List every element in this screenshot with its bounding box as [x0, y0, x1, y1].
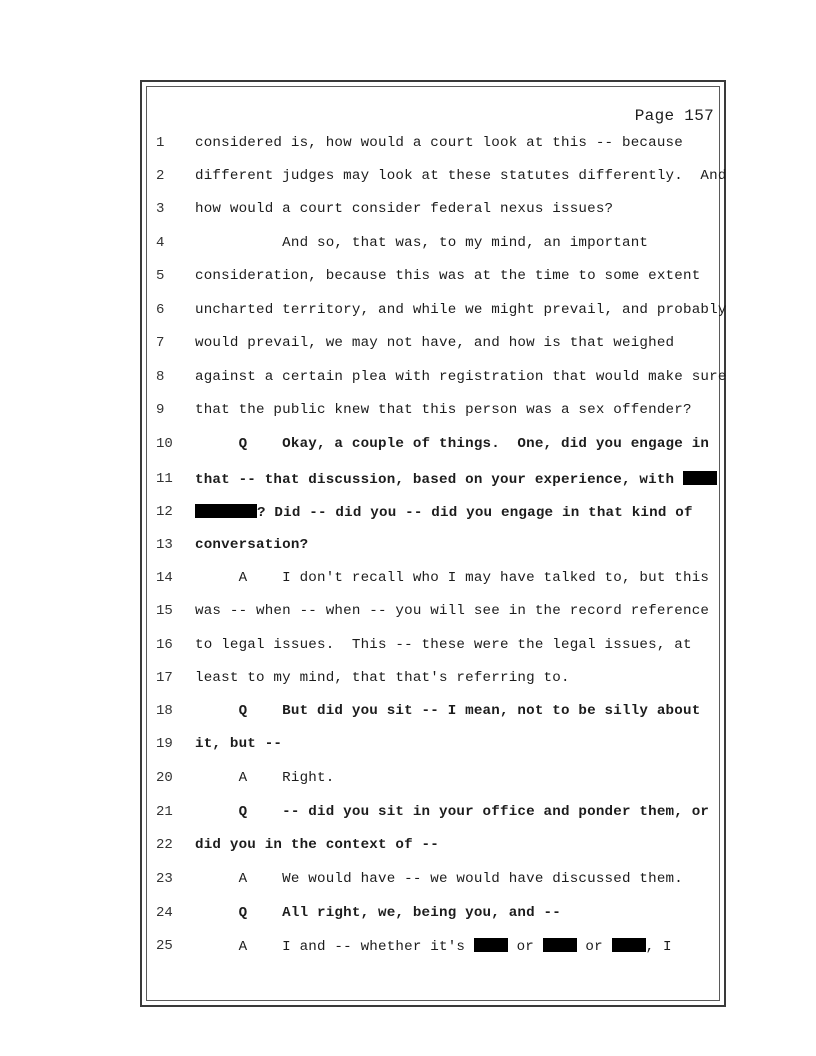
- redaction-block: [195, 504, 257, 518]
- line-number: 2: [156, 168, 165, 184]
- line-text-segment: A I don't recall who I may have talked to, but this: [195, 570, 710, 586]
- line-text-segment: conversation?: [195, 537, 309, 553]
- redaction-block: [543, 938, 577, 952]
- line-text: [195, 570, 709, 586]
- line-text-segment: would prevail, we may not have, and how is that weighed: [195, 335, 675, 351]
- line-number: 10: [156, 436, 173, 452]
- line-text-segment: did you in the context of --: [195, 837, 439, 853]
- transcript-line: [146, 369, 727, 393]
- line-text: [195, 603, 709, 619]
- line-number: 14: [156, 570, 173, 586]
- transcript-line: [146, 804, 720, 828]
- line-text-segment: or: [576, 939, 612, 955]
- line-number: 23: [156, 871, 173, 887]
- transcript-line: [146, 335, 720, 359]
- line-number: 3: [156, 201, 165, 217]
- transcript-line: [146, 570, 720, 594]
- transcript-line: [146, 235, 720, 259]
- transcript-line: [146, 402, 720, 426]
- transcript-line: [146, 871, 720, 895]
- line-text: [195, 804, 709, 820]
- transcript-line: [146, 770, 720, 794]
- line-text-segment: A We would have -- we would have discussed them.: [195, 871, 683, 887]
- line-number: 19: [156, 736, 173, 752]
- line-text-segment: A I and -- whether it's: [195, 939, 474, 955]
- line-text-segment: And so, that was, to my mind, an important: [195, 235, 649, 251]
- transcript-line: [146, 637, 720, 661]
- line-text: [195, 235, 648, 251]
- line-number: 16: [156, 637, 173, 653]
- line-text: [195, 369, 727, 385]
- redaction-block: [683, 471, 717, 485]
- line-text-segment: against a certain plea with registration that would make sure: [195, 369, 727, 385]
- transcript-line: [146, 436, 720, 460]
- line-text-segment: Q Okay, a couple of things. One, did you engage in: [195, 436, 710, 452]
- transcript-line: [146, 302, 727, 326]
- page-number: Page 157: [634, 107, 714, 125]
- line-number: 21: [156, 804, 173, 820]
- transcript-line: [146, 938, 720, 962]
- line-number: 17: [156, 670, 173, 686]
- line-text: [195, 201, 613, 217]
- transcript-line: [146, 905, 720, 929]
- redaction-block: [474, 938, 508, 952]
- transcript-line: [146, 504, 720, 528]
- line-text: [195, 637, 692, 653]
- line-text: [195, 537, 308, 553]
- line-number: 9: [156, 402, 165, 418]
- line-text-segment: to legal issues. This -- these were the legal issues, at: [195, 637, 692, 653]
- transcript-line: [146, 268, 720, 292]
- line-text-segment: different judges may look at these statutes differently. And: [195, 168, 727, 184]
- line-text-segment: least to my mind, that that's referring to.: [195, 670, 570, 686]
- line-text: [195, 670, 570, 686]
- line-text: [195, 135, 683, 151]
- line-text: [195, 302, 727, 318]
- line-number: 24: [156, 905, 173, 921]
- line-text: [195, 436, 709, 452]
- line-text: [195, 402, 692, 418]
- line-text-segment: was -- when -- when -- you will see in the record reference: [195, 603, 710, 619]
- line-text-segment: A Right.: [195, 770, 335, 786]
- line-number: 13: [156, 537, 173, 553]
- transcript-line: [146, 703, 720, 727]
- line-text: [195, 703, 700, 719]
- line-text-segment: that the public knew that this person was a sex offender?: [195, 402, 692, 418]
- line-number: 4: [156, 235, 165, 251]
- transcript-line: [146, 135, 720, 159]
- transcript-line: [146, 670, 720, 694]
- line-number: 18: [156, 703, 173, 719]
- line-text: [195, 168, 727, 184]
- transcript-line: [146, 603, 720, 627]
- line-text-segment: Q But did you sit -- I mean, not to be silly about: [195, 703, 701, 719]
- transcript-line: [146, 837, 720, 861]
- line-number: 22: [156, 837, 173, 853]
- line-text: [195, 335, 674, 351]
- line-text-segment: that -- that discussion, based on your experience, with: [195, 472, 683, 488]
- line-text-segment: ? Did -- did you -- did you engage in that kind of: [257, 505, 693, 521]
- line-text-segment: Q -- did you sit in your office and ponder them, or: [195, 804, 710, 820]
- line-text-segment: it, but --: [195, 736, 283, 752]
- line-text: [195, 938, 672, 955]
- line-text-segment: considered is, how would a court look at this -- because: [195, 135, 683, 151]
- line-number: 8: [156, 369, 165, 385]
- line-text: [195, 268, 700, 284]
- line-text-segment: uncharted territory, and while we might prevail, and probably: [195, 302, 727, 318]
- line-text-segment: or: [507, 939, 543, 955]
- line-text: [195, 905, 561, 921]
- redaction-block: [612, 938, 646, 952]
- line-text: [195, 471, 717, 488]
- line-text-segment: consideration, because this was at the time to some extent: [195, 268, 701, 284]
- line-number: 5: [156, 268, 165, 284]
- transcript-line: [146, 168, 727, 192]
- line-number: 11: [156, 471, 173, 487]
- line-number: 7: [156, 335, 165, 351]
- transcript-line: [146, 201, 720, 225]
- line-number: 20: [156, 770, 173, 786]
- transcript-line: [146, 537, 720, 561]
- line-text: [195, 770, 334, 786]
- line-text: [195, 504, 693, 521]
- line-number: 25: [156, 938, 173, 954]
- line-text: [195, 871, 683, 887]
- line-text: [195, 736, 282, 752]
- transcript-line: [146, 471, 720, 495]
- line-text-segment: , I: [645, 939, 672, 955]
- line-number: 12: [156, 504, 173, 520]
- line-number: 6: [156, 302, 165, 318]
- line-text: [195, 837, 439, 853]
- transcript-line: [146, 736, 720, 760]
- line-text-segment: how would a court consider federal nexus issues?: [195, 201, 614, 217]
- line-number: 1: [156, 135, 165, 151]
- line-text-segment: Q All right, we, being you, and --: [195, 905, 561, 921]
- line-number: 15: [156, 603, 173, 619]
